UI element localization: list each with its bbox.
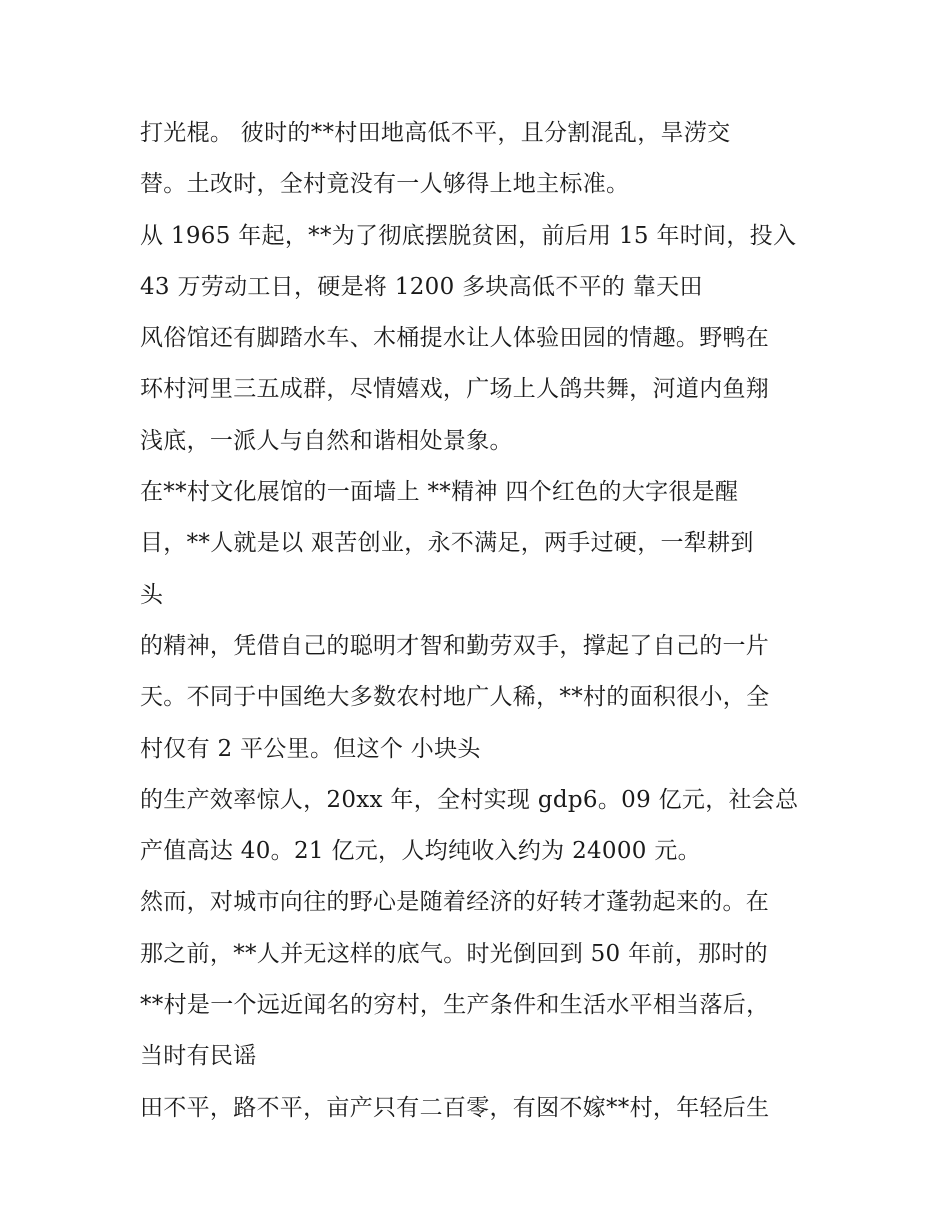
text-line: 在**村文化展馆的一面墙上 **精神 四个红色的大字很是醒 xyxy=(140,479,739,506)
text-line: 那之前，**人并无这样的底气。时光倒回到 50 年前，那时的 xyxy=(140,940,768,967)
text-line: **村是一个远近闻名的穷村，生产条件和生活水平相当落后， xyxy=(140,992,770,1019)
text-line: 的精神，凭借自己的聪明才智和勤劳双手，撑起了自己的一片 xyxy=(140,632,770,659)
text-line: 头 xyxy=(140,581,164,608)
text-line: 风俗馆还有脚踏水车、木桶提水让人体验田园的情趣。野鸭在 xyxy=(140,325,770,352)
text-line: 田不平，路不平，亩产只有二百零，有囡不嫁**村，年轻后生 xyxy=(140,1094,770,1121)
text-line: 的生产效率惊人，20xx 年，全村实现 gdp6。09 亿元，社会总 xyxy=(140,786,799,813)
text-line: 目，**人就是以 艰苦创业，永不满足，两手过硬，一犁耕到 xyxy=(140,530,754,557)
text-line: 打光棍。 彼时的**村田地高低不平，且分割混乱，旱涝交 xyxy=(140,120,731,146)
text-line: 天。不同于中国绝大多数农村地广人稀，**村的面积很小，全 xyxy=(140,684,770,711)
text-line: 产值高达 40。21 亿元，人均纯收入约为 24000 元。 xyxy=(140,838,701,865)
text-line: 然而，对城市向往的野心是随着经济的好转才蓬勃起来的。在 xyxy=(140,889,770,916)
text-line: 从 1965 年起，**为了彻底摆脱贫困，前后用 15 年时间，投入 xyxy=(140,222,797,249)
text-line: 村仅有 2 平公里。但这个 小块头 xyxy=(140,735,481,762)
text-line: 浅底，一派人与自然和谐相处景象。 xyxy=(140,427,513,454)
text-line: 环村河里三五成群，尽情嬉戏，广场上人鸽共舞，河道内鱼翔 xyxy=(140,376,770,403)
document-body xyxy=(140,108,830,1134)
text-line: 当时有民谣 xyxy=(140,1043,257,1070)
text-line: 替。土改时，全村竟没有一人够得上地主标准。 xyxy=(140,171,630,198)
text-line: 43 万劳动工日，硬是将 1200 多块高低不平的 靠天田 xyxy=(140,273,703,300)
